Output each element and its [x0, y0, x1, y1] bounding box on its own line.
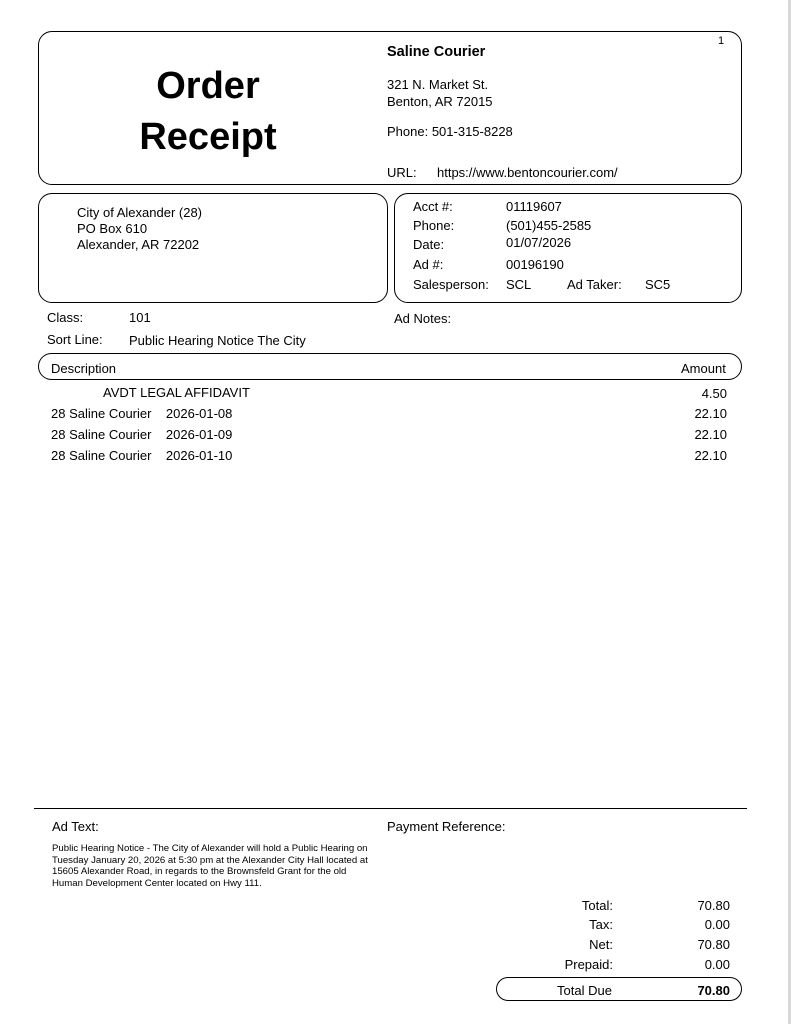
table-row-amount: 22.10 [694, 427, 727, 442]
table-row-amount: 22.10 [694, 448, 727, 463]
url-label: URL: [387, 165, 417, 180]
date-value: 01/07/2026 [506, 235, 572, 250]
ad-notes-label: Ad Notes: [394, 311, 452, 326]
adtaker-value: SC5 [645, 277, 671, 292]
prepaid-label: Prepaid: [564, 957, 613, 972]
ad-number-value: 00196190 [506, 257, 564, 272]
tax-value: 0.00 [704, 917, 730, 932]
customer-address1: PO Box 610 [77, 221, 148, 236]
description-header: Description [51, 361, 117, 376]
total-label: Total: [581, 898, 613, 913]
table-row-amount: 4.50 [701, 386, 727, 401]
acct-label: Acct #: [413, 199, 453, 214]
amount-header: Amount [681, 361, 726, 376]
table-row-desc: 28 Saline Courier 2026-01-08 [51, 406, 233, 421]
net-label: Net: [589, 937, 613, 952]
salesperson-label: Salesperson: [413, 277, 489, 292]
total-due-value: 70.80 [697, 983, 730, 998]
ad-number-label: Ad #: [413, 257, 444, 272]
publisher-phone: Phone: 501-315-8228 [387, 124, 513, 139]
ad-text-label: Ad Text: [52, 819, 99, 834]
customer-address2: Alexander, AR 72202 [77, 237, 200, 252]
page-title-line2: Receipt [139, 116, 277, 158]
net-value: 70.80 [697, 937, 730, 952]
publisher-url[interactable]: https://www.bentoncourier.com/ [437, 165, 618, 180]
phone-label: Phone: [413, 218, 455, 233]
publisher-address-line2: Benton, AR 72015 [387, 94, 493, 109]
table-row-desc: 28 Saline Courier 2026-01-09 [51, 427, 233, 442]
customer-name: City of Alexander (28) [77, 205, 203, 220]
ad-text-body: Public Hearing Notice - The City of Alexander will hold a Public Hearing on Tuesday January 20, 2026 at 5:30 pm at the Alexander City Hall located at 15605 Alexander Road, in regards to the Brownsfeld Grant for the old Human Development Center located on Hwy 111. [52, 843, 368, 889]
phone-value: (501)455-2585 [506, 218, 592, 233]
total-due-label: Total Due [557, 983, 612, 998]
sort-line-value: Public Hearing Notice The City [129, 333, 306, 348]
table-row-desc: 28 Saline Courier 2026-01-10 [51, 448, 233, 463]
acct-value: 01119607 [506, 199, 562, 214]
page-title-line1: Order [156, 65, 260, 107]
page-number: 1 [718, 35, 725, 47]
class-label: Class: [47, 310, 84, 325]
adtaker-label: Ad Taker: [567, 277, 622, 292]
date-label: Date: [413, 237, 445, 252]
publisher-address-line1: 321 N. Market St. [387, 77, 489, 92]
payment-reference-label: Payment Reference: [387, 819, 506, 834]
footer-divider [34, 808, 747, 809]
publisher-name: Saline Courier [387, 44, 486, 60]
table-row-desc: AVDT LEGAL AFFIDAVIT [103, 385, 250, 400]
prepaid-value: 0.00 [704, 957, 730, 972]
table-row-amount: 22.10 [694, 406, 727, 421]
class-value: 101 [129, 310, 151, 325]
tax-label: Tax: [589, 917, 613, 932]
total-value: 70.80 [697, 898, 730, 913]
table-header-bar [38, 353, 742, 380]
sort-line-label: Sort Line: [47, 332, 103, 347]
salesperson-value: SCL [506, 277, 532, 292]
